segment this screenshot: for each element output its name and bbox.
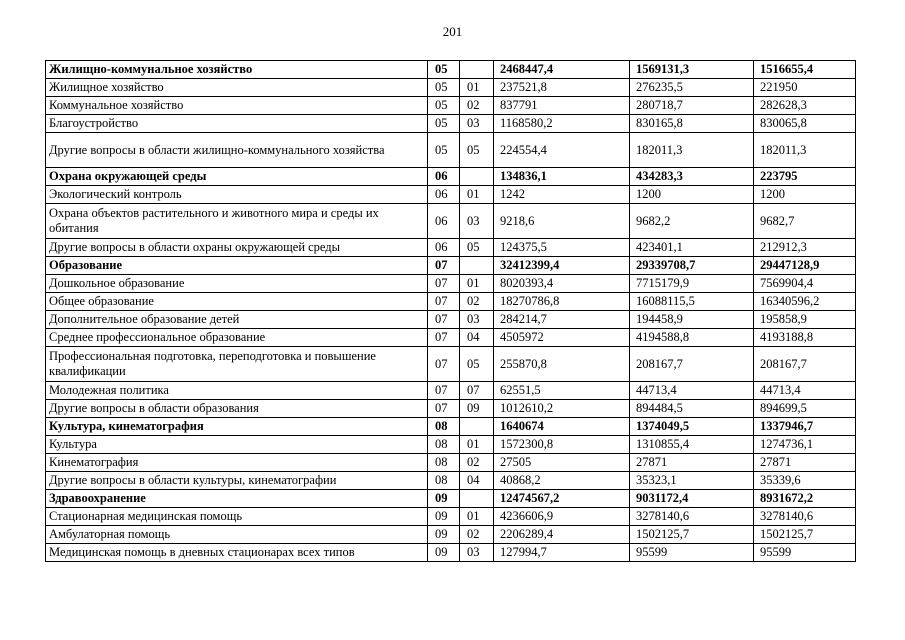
section-header-row <box>46 257 856 275</box>
row-subsection-code <box>460 61 494 79</box>
section-header-row <box>46 418 856 436</box>
row-value-3: 830065,8 <box>754 115 856 133</box>
row-value-2: 4194588,8 <box>630 329 754 347</box>
row-subsection-code: 07 <box>460 382 494 400</box>
row-value-2: 280718,7 <box>630 97 754 115</box>
row-section-code: 09 <box>428 490 460 508</box>
table-row <box>46 329 856 347</box>
row-value-1: 27505 <box>494 454 630 472</box>
row-value-2: 44713,4 <box>630 382 754 400</box>
row-name: Амбулаторная помощь <box>46 526 428 544</box>
row-name: Здравоохранение <box>46 490 428 508</box>
row-name: Профессиональная подготовка, переподготовка и повышение квалификации <box>46 347 428 382</box>
row-section-code: 06 <box>428 186 460 204</box>
row-name: Другие вопросы в области охраны окружающей среды <box>46 239 428 257</box>
row-value-2: 9031172,4 <box>630 490 754 508</box>
row-section-code: 06 <box>428 239 460 257</box>
row-value-1: 12474567,2 <box>494 490 630 508</box>
table-row <box>46 239 856 257</box>
row-name: Среднее профессиональное образование <box>46 329 428 347</box>
row-section-code: 06 <box>428 204 460 239</box>
row-value-3: 27871 <box>754 454 856 472</box>
row-subsection-code: 03 <box>460 115 494 133</box>
row-value-1: 284214,7 <box>494 311 630 329</box>
row-value-2: 1310855,4 <box>630 436 754 454</box>
row-value-2: 27871 <box>630 454 754 472</box>
row-value-2: 830165,8 <box>630 115 754 133</box>
row-value-2: 95599 <box>630 544 754 562</box>
row-name: Молодежная политика <box>46 382 428 400</box>
table-row <box>46 454 856 472</box>
table-row <box>46 400 856 418</box>
row-name: Стационарная медицинская помощь <box>46 508 428 526</box>
row-value-1: 124375,5 <box>494 239 630 257</box>
row-value-2: 1374049,5 <box>630 418 754 436</box>
row-section-code: 09 <box>428 508 460 526</box>
row-subsection-code: 01 <box>460 275 494 293</box>
row-value-3: 9682,7 <box>754 204 856 239</box>
row-section-code: 07 <box>428 382 460 400</box>
row-value-1: 18270786,8 <box>494 293 630 311</box>
table-row <box>46 347 856 382</box>
row-section-code: 05 <box>428 61 460 79</box>
row-value-3: 212912,3 <box>754 239 856 257</box>
row-name: Жилищно-коммунальное хозяйство <box>46 61 428 79</box>
row-value-3: 195858,9 <box>754 311 856 329</box>
table-row <box>46 293 856 311</box>
row-subsection-code: 03 <box>460 204 494 239</box>
row-section-code: 07 <box>428 257 460 275</box>
row-value-1: 237521,8 <box>494 79 630 97</box>
row-subsection-code: 01 <box>460 186 494 204</box>
row-subsection-code <box>460 257 494 275</box>
budget-table <box>45 60 856 562</box>
row-name: Охрана окружающей среды <box>46 168 428 186</box>
row-value-3: 221950 <box>754 79 856 97</box>
row-value-1: 2206289,4 <box>494 526 630 544</box>
row-name: Общее образование <box>46 293 428 311</box>
row-name: Экологический контроль <box>46 186 428 204</box>
row-section-code: 08 <box>428 454 460 472</box>
row-value-3: 1516655,4 <box>754 61 856 79</box>
row-subsection-code: 01 <box>460 436 494 454</box>
row-name: Охрана объектов растительного и животного мира и среды их обитания <box>46 204 428 239</box>
row-value-3: 182011,3 <box>754 133 856 168</box>
row-value-1: 134836,1 <box>494 168 630 186</box>
row-value-1: 837791 <box>494 97 630 115</box>
row-value-2: 16088115,5 <box>630 293 754 311</box>
row-value-2: 182011,3 <box>630 133 754 168</box>
table-row <box>46 526 856 544</box>
row-section-code: 08 <box>428 436 460 454</box>
row-section-code: 05 <box>428 133 460 168</box>
row-section-code: 08 <box>428 418 460 436</box>
row-value-1: 1572300,8 <box>494 436 630 454</box>
row-value-2: 423401,1 <box>630 239 754 257</box>
row-value-1: 1012610,2 <box>494 400 630 418</box>
row-name: Кинематография <box>46 454 428 472</box>
row-name: Благоустройство <box>46 115 428 133</box>
row-value-2: 276235,5 <box>630 79 754 97</box>
row-value-3: 1200 <box>754 186 856 204</box>
row-subsection-code: 01 <box>460 508 494 526</box>
row-value-1: 1640674 <box>494 418 630 436</box>
row-subsection-code: 04 <box>460 329 494 347</box>
row-name: Медицинская помощь в дневных стационарах всех типов <box>46 544 428 562</box>
row-value-1: 62551,5 <box>494 382 630 400</box>
row-name: Коммунальное хозяйство <box>46 97 428 115</box>
row-subsection-code: 02 <box>460 454 494 472</box>
row-section-code: 05 <box>428 97 460 115</box>
row-value-2: 7715179,9 <box>630 275 754 293</box>
row-value-1: 2468447,4 <box>494 61 630 79</box>
row-value-2: 1569131,3 <box>630 61 754 79</box>
row-value-1: 224554,4 <box>494 133 630 168</box>
row-subsection-code: 02 <box>460 293 494 311</box>
row-section-code: 07 <box>428 400 460 418</box>
row-subsection-code: 09 <box>460 400 494 418</box>
section-header-row <box>46 61 856 79</box>
row-value-1: 8020393,4 <box>494 275 630 293</box>
row-section-code: 05 <box>428 115 460 133</box>
row-name: Другие вопросы в области культуры, кинематографии <box>46 472 428 490</box>
row-value-3: 29447128,9 <box>754 257 856 275</box>
row-subsection-code: 01 <box>460 79 494 97</box>
row-name: Дополнительное образование детей <box>46 311 428 329</box>
page-number: 201 <box>442 24 463 39</box>
row-value-3: 95599 <box>754 544 856 562</box>
row-section-code: 08 <box>428 472 460 490</box>
row-name: Дошкольное образование <box>46 275 428 293</box>
row-value-3: 1337946,7 <box>754 418 856 436</box>
row-section-code: 07 <box>428 347 460 382</box>
table-row <box>46 79 856 97</box>
row-section-code: 05 <box>428 79 460 97</box>
row-value-1: 255870,8 <box>494 347 630 382</box>
budget-table-body <box>46 61 856 562</box>
row-value-1: 9218,6 <box>494 204 630 239</box>
row-value-3: 16340596,2 <box>754 293 856 311</box>
row-subsection-code: 02 <box>460 526 494 544</box>
row-value-3: 7569904,4 <box>754 275 856 293</box>
row-value-3: 3278140,6 <box>754 508 856 526</box>
row-value-2: 208167,7 <box>630 347 754 382</box>
row-value-3: 4193188,8 <box>754 329 856 347</box>
row-subsection-code: 03 <box>460 544 494 562</box>
table-row <box>46 133 856 168</box>
row-value-2: 1200 <box>630 186 754 204</box>
table-row <box>46 544 856 562</box>
row-value-2: 35323,1 <box>630 472 754 490</box>
row-value-1: 40868,2 <box>494 472 630 490</box>
row-subsection-code: 04 <box>460 472 494 490</box>
row-value-1: 4505972 <box>494 329 630 347</box>
table-row <box>46 311 856 329</box>
row-value-3: 223795 <box>754 168 856 186</box>
table-row <box>46 186 856 204</box>
row-section-code: 09 <box>428 544 460 562</box>
table-row <box>46 508 856 526</box>
row-section-code: 07 <box>428 329 460 347</box>
table-row <box>46 436 856 454</box>
row-section-code: 07 <box>428 293 460 311</box>
table-row <box>46 472 856 490</box>
row-value-2: 29339708,7 <box>630 257 754 275</box>
row-name: Жилищное хозяйство <box>46 79 428 97</box>
row-name: Другие вопросы в области жилищно-коммунального хозяйства <box>46 133 428 168</box>
row-value-2: 9682,2 <box>630 204 754 239</box>
row-subsection-code: 03 <box>460 311 494 329</box>
table-row <box>46 275 856 293</box>
row-subsection-code: 05 <box>460 133 494 168</box>
row-value-1: 127994,7 <box>494 544 630 562</box>
row-value-1: 1242 <box>494 186 630 204</box>
row-subsection-code: 05 <box>460 347 494 382</box>
row-section-code: 09 <box>428 526 460 544</box>
row-value-3: 35339,6 <box>754 472 856 490</box>
section-header-row <box>46 490 856 508</box>
row-value-1: 32412399,4 <box>494 257 630 275</box>
row-section-code: 07 <box>428 275 460 293</box>
table-row <box>46 115 856 133</box>
row-value-1: 4236606,9 <box>494 508 630 526</box>
row-subsection-code: 05 <box>460 239 494 257</box>
section-header-row <box>46 168 856 186</box>
row-subsection-code <box>460 418 494 436</box>
row-value-3: 894699,5 <box>754 400 856 418</box>
row-value-3: 282628,3 <box>754 97 856 115</box>
row-value-2: 1502125,7 <box>630 526 754 544</box>
table-row <box>46 204 856 239</box>
row-value-2: 894484,5 <box>630 400 754 418</box>
row-value-2: 3278140,6 <box>630 508 754 526</box>
row-value-2: 194458,9 <box>630 311 754 329</box>
row-value-3: 208167,7 <box>754 347 856 382</box>
row-subsection-code: 02 <box>460 97 494 115</box>
row-section-code: 07 <box>428 311 460 329</box>
row-value-3: 8931672,2 <box>754 490 856 508</box>
row-subsection-code <box>460 168 494 186</box>
row-name: Культура <box>46 436 428 454</box>
row-subsection-code <box>460 490 494 508</box>
row-name: Образование <box>46 257 428 275</box>
row-name: Культура, кинематография <box>46 418 428 436</box>
row-name: Другие вопросы в области образования <box>46 400 428 418</box>
row-section-code: 06 <box>428 168 460 186</box>
row-value-1: 1168580,2 <box>494 115 630 133</box>
row-value-2: 434283,3 <box>630 168 754 186</box>
table-row <box>46 97 856 115</box>
row-value-3: 1502125,7 <box>754 526 856 544</box>
table-row <box>46 382 856 400</box>
row-value-3: 1274736,1 <box>754 436 856 454</box>
row-value-3: 44713,4 <box>754 382 856 400</box>
